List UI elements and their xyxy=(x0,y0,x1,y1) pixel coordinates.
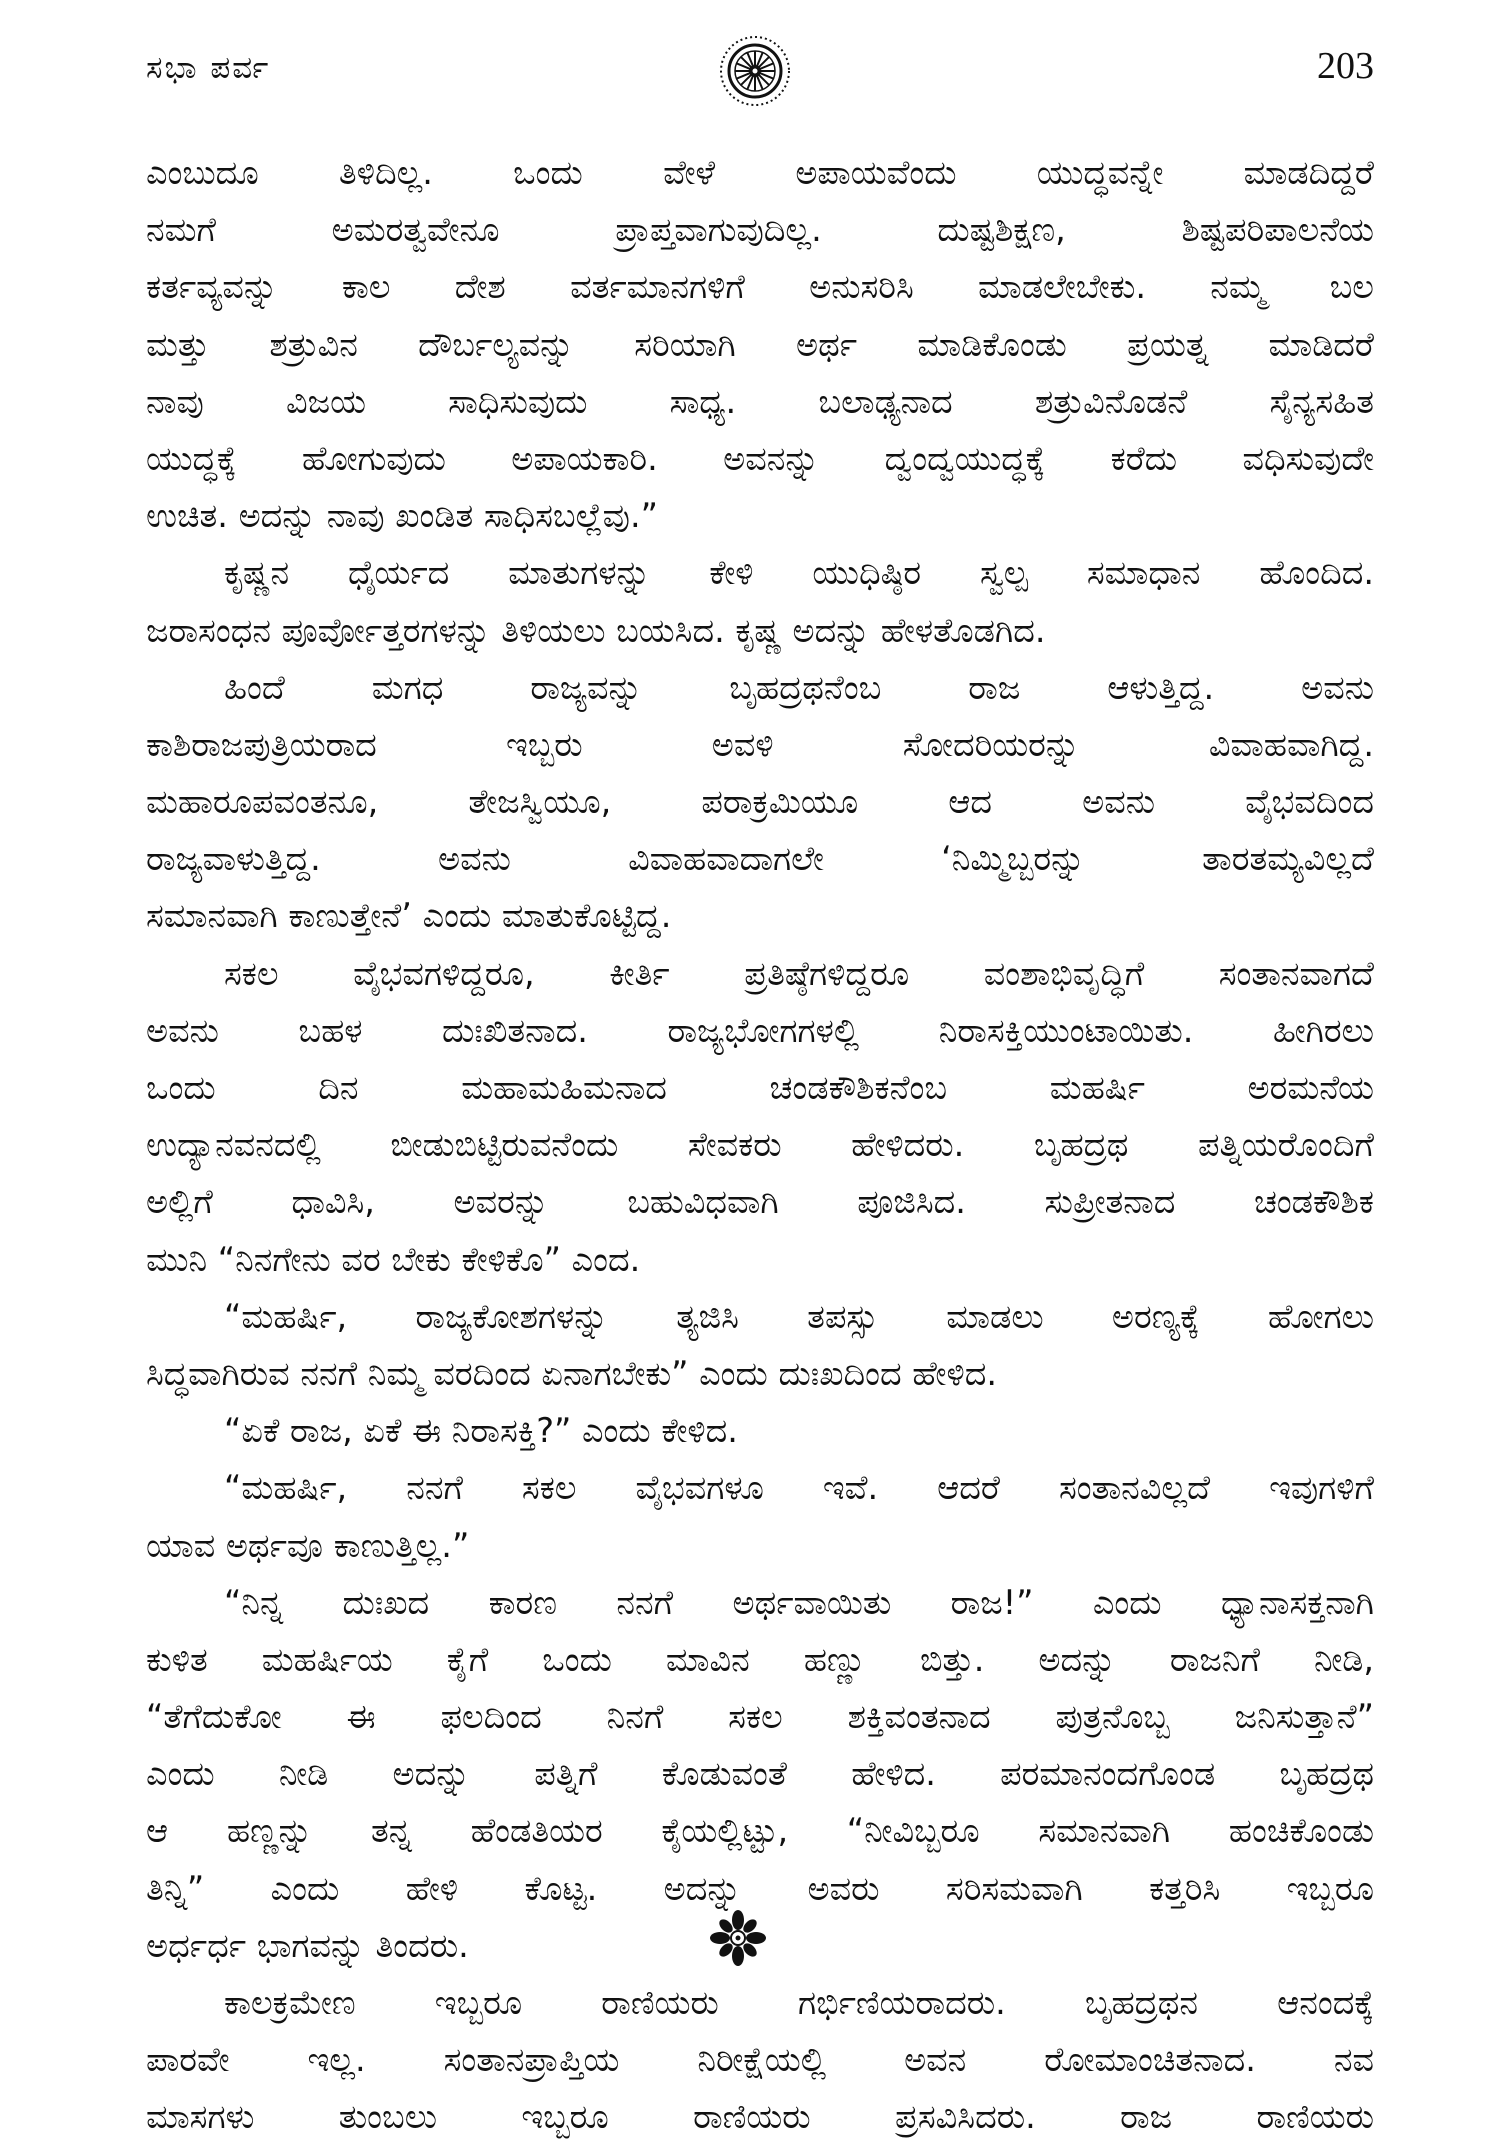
text-line: ಯುದ್ಧಕ್ಕೆ ಹೋಗುವುದು ಅಪಾಯಕಾರಿ. ಅವನನ್ನು ದ್ವಂದ್ವಯುದ್ಧಕ್ಕೆ ಕರೆದು ವಧಿಸುವುದೇ xyxy=(146,438,1374,478)
text-line: ಸಕಲ ವೈಭವಗಳಿದ್ದರೂ, ಕೀರ್ತಿ ಪ್ರತಿಷ್ಠೆಗಳಿದ್ದರೂ ವಂಶಾಭಿವೃದ್ಧಿಗೆ ಸಂತಾನವಾಗದೆ xyxy=(224,953,1374,993)
paragraph xyxy=(146,659,1374,945)
text-line: “ಏಕೆ ರಾಜ, ಏಕೆ ಈ ನಿರಾಸಕ್ತಿ?” ಎಂದು ಕೇಳಿದ. xyxy=(224,1411,738,1451)
text-line: ನಮಗೆ ಅಮರತ್ವವೇನೂ ಪ್ರಾಪ್ತವಾಗುವುದಿಲ್ಲ. ದುಷ್ಟಶಿಕ್ಷಣ, ಶಿಷ್ಟಪರಿಪಾಲನೆಯ xyxy=(146,210,1374,250)
text-line: ಕುಳಿತ ಮಹರ್ಷಿಯ ಕೈಗೆ ಒಂದು ಮಾವಿನ ಹಣ್ಣು ಬಿತ್ತು. ಅದನ್ನು ರಾಜನಿಗೆ ನೀಡಿ, xyxy=(146,1639,1374,1679)
body-text xyxy=(146,144,1374,2146)
text-line: ಜರಾಸಂಧನ ಪೂರ್ವೋತ್ತರಗಳನ್ನು ತಿಳಿಯಲು ಬಯಸಿದ. ಕೃಷ್ಣ ಅದನ್ನು ಹೇಳತೊಡಗಿದ. xyxy=(146,610,1046,650)
text-line: “ನಿನ್ನ ದುಃಖದ ಕಾರಣ ನನಗೆ ಅರ್ಥವಾಯಿತು ರಾಜ!” ಎಂದು ಧ್ಯಾನಾಸಕ್ತನಾಗಿ xyxy=(224,1582,1374,1622)
paragraph xyxy=(146,1402,1374,1459)
text-line: ಎಂದು ನೀಡಿ ಅದನ್ನು ಪತ್ನಿಗೆ ಕೊಡುವಂತೆ ಹೇಳಿದ. ಪರಮಾನಂದಗೊಂಡ ಬೃಹದ್ರಥ xyxy=(146,1754,1374,1794)
text-line: ಒಂದು ದಿನ ಮಹಾಮಹಿಮನಾದ ಚಂಡಕೌಶಿಕನೆಂಬ ಮಹರ್ಷಿ ಅರಮನೆಯ xyxy=(146,1068,1374,1107)
text-line: ಕೃಷ್ಣನ ಧೈರ್ಯದ ಮಾತುಗಳನ್ನು ಕೇಳಿ ಯುಧಿಷ್ಠಿರ ಸ್ವಲ್ಪ ಸಮಾಧಾನ ಹೊಂದಿದ. xyxy=(224,553,1374,593)
text-line: ಮುನಿ “ನಿನಗೇನು ವರ ಬೇಕು ಕೇಳಿಕೊ” ಎಂದ. xyxy=(146,1239,641,1279)
text-line: ನಾವು ವಿಜಯ ಸಾಧಿಸುವುದು ಸಾಧ್ಯ. ಬಲಾಢ್ಯನಾದ ಶತ್ರುವಿನೊಡನೆ ಸೈನ್ಯಸಹಿತ xyxy=(146,381,1374,421)
text-line: ತಿನ್ನಿ” ಎಂದು ಹೇಳಿ ಕೊಟ್ಟ. ಅದನ್ನು ಅವರು ಸರಿಸಮವಾಗಿ ಕತ್ತರಿಸಿ ಇಬ್ಬರೂ xyxy=(146,1868,1374,1908)
text-line: “ಮಹರ್ಷಿ, ರಾಜ್ಯಕೋಶಗಳನ್ನು ತ್ಯಜಿಸಿ ತಪಸ್ಸು ಮಾಡಲು ಅರಣ್ಯಕ್ಕೆ ಹೋಗಲು xyxy=(224,1296,1374,1336)
text-line: ಅವನು ಬಹಳ ದುಃಖಿತನಾದ. ರಾಜ್ಯಭೋಗಗಳಲ್ಲಿ ನಿರಾಸಕ್ತಿಯುಂಟಾಯಿತು. ಹೀಗಿರಲು xyxy=(146,1010,1374,1050)
text-line: ಯಾವ ಅರ್ಥವೂ ಕಾಣುತ್ತಿಲ್ಲ.” xyxy=(146,1525,470,1565)
text-line: ಎಂಬುದೂ ತಿಳಿದಿಲ್ಲ. ಒಂದು ವೇಳೆ ಅಪಾಯವೆಂದು ಯುದ್ಧವನ್ನೇ ಮಾಡದಿದ್ದರೆ xyxy=(146,153,1374,192)
text-line: ಆ ಹಣ್ಣನ್ನು ತನ್ನ ಹೆಂಡತಿಯರ ಕೈಯಲ್ಲಿಟ್ಟು, “ನೀವಿಬ್ಬರೂ ಸಮಾನವಾಗಿ ಹಂಚಿಕೊಂಡು xyxy=(146,1811,1374,1851)
text-line: “ಮಹರ್ಷಿ, ನನಗೆ ಸಕಲ ವೈಭವಗಳೂ ಇವೆ. ಆದರೆ ಸಂತಾನವಿಲ್ಲದೆ ಇವುಗಳಿಗೆ xyxy=(224,1468,1374,1508)
text-line: ಉದ್ಯಾನವನದಲ್ಲಿ ಬೀಡುಬಿಟ್ಟಿರುವನೆಂದು ಸೇವಕರು ಹೇಳಿದರು. ಬೃಹದ್ರಥ ಪತ್ನಿಯರೊಂದಿಗೆ xyxy=(146,1125,1374,1165)
text-line: ಕರ್ತವ್ಯವನ್ನು ಕಾಲ ದೇಶ ವರ್ತಮಾನಗಳಿಗೆ ಅನುಸರಿಸಿ ಮಾಡಲೇಬೇಕು. ನಮ್ಮ ಬಲ xyxy=(146,267,1374,307)
floral-ornament-icon xyxy=(706,1906,770,1970)
text-line: ಅಲ್ಲಿಗೆ ಧಾವಿಸಿ, ಅವರನ್ನು ಬಹುವಿಧವಾಗಿ ಪೂಜಿಸಿದ. ಸುಪ್ರೀತನಾದ ಚಂಡಕೌಶಿಕ xyxy=(146,1182,1374,1222)
text-line: ಮಹಾರೂಪವಂತನೂ, ತೇಜಸ್ವಿಯೂ, ಪರಾಕ್ರಮಿಯೂ ಆದ ಅವನು ವೈಭವದಿಂದ xyxy=(146,782,1374,822)
paragraph xyxy=(146,1459,1374,1573)
text-line: ಪಾರವೇ ಇಲ್ಲ. ಸಂತಾನಪ್ರಾಪ್ತಿಯ ನಿರೀಕ್ಷೆಯಲ್ಲಿ ಅವನ ರೋಮಾಂಚಿತನಾದ. ನವ xyxy=(146,2040,1374,2080)
page-header xyxy=(146,44,1374,104)
text-line: ಮತ್ತು ಶತ್ರುವಿನ ದೌರ್ಬಲ್ಯವನ್ನು ಸರಿಯಾಗಿ ಅರ್ಥ ಮಾಡಿಕೊಂಡು ಪ್ರಯತ್ನ ಮಾಡಿದರೆ xyxy=(146,324,1374,364)
text-line: ಸಿದ್ಧವಾಗಿರುವ ನನಗೆ ನಿಮ್ಮ ವರದಿಂದ ಏನಾಗಬೇಕು” ಎಂದು ದುಃಖದಿಂದ ಹೇಳಿದ. xyxy=(146,1353,998,1393)
text-line: ರಾಜ್ಯವಾಳುತ್ತಿದ್ದ. ಅವನು ವಿವಾಹವಾದಾಗಲೇ ‘ನಿಮ್ಮಿಬ್ಬರನ್ನು ತಾರತಮ್ಯವಿಲ್ಲದೆ xyxy=(146,839,1374,879)
page-number: 203 xyxy=(1317,45,1374,87)
text-line: ಮಾಸಗಳು ತುಂಬಲು ಇಬ್ಬರೂ ರಾಣಿಯರು ಪ್ರಸವಿಸಿದರು. ರಾಜ ರಾಣಿಯರು xyxy=(146,2097,1374,2137)
paragraph xyxy=(146,945,1374,1288)
text-line: ಅರ್ಧರ್ಧ ಭಾಗವನ್ನು ತಿಂದರು. xyxy=(146,1925,469,1965)
text-line: ಕಾಲಕ್ರಮೇಣ ಇಬ್ಬರೂ ರಾಣಿಯರು ಗರ್ಭಿಣಿಯರಾದರು. ಬೃಹದ್ರಥನ ಆನಂದಕ್ಕೆ xyxy=(224,1983,1374,2022)
text-line: ಹಿಂದೆ ಮಗಧ ರಾಜ್ಯವನ್ನು ಬೃಹದ್ರಥನೆಂಬ ರಾಜ ಆಳುತ್ತಿದ್ದ. ಅವನು xyxy=(224,667,1374,707)
paragraph xyxy=(146,1288,1374,1402)
paragraph xyxy=(146,544,1374,658)
chakra-ornament-icon xyxy=(718,34,792,108)
text-line: “ತೆಗೆದುಕೋ ಈ ಫಲದಿಂದ ನಿನಗೆ ಸಕಲ ಶಕ್ತಿವಂತನಾದ ಪುತ್ರನೊಬ್ಬ ಜನಿಸುತ್ತಾನೆ” xyxy=(146,1697,1374,1737)
text-line: ಕಾಶಿರಾಜಪುತ್ರಿಯರಾದ ಇಬ್ಬರು ಅವಳಿ ಸೋದರಿಯರನ್ನು ವಿವಾಹವಾಗಿದ್ದ. xyxy=(146,724,1374,764)
text-line: ಉಚಿತ. ಅದನ್ನು ನಾವು ಖಂಡಿತ ಸಾಧಿಸಬಲ್ಲೆವು.” xyxy=(146,496,658,536)
running-title: ಸಭಾ ಪರ್ವ xyxy=(146,50,271,86)
text-line: ಸಮಾನವಾಗಿ ಕಾಣುತ್ತೇನೆ’ ಎಂದು ಮಾತುಕೊಟ್ಟಿದ್ದ. xyxy=(146,896,672,936)
paragraph xyxy=(146,144,1374,544)
